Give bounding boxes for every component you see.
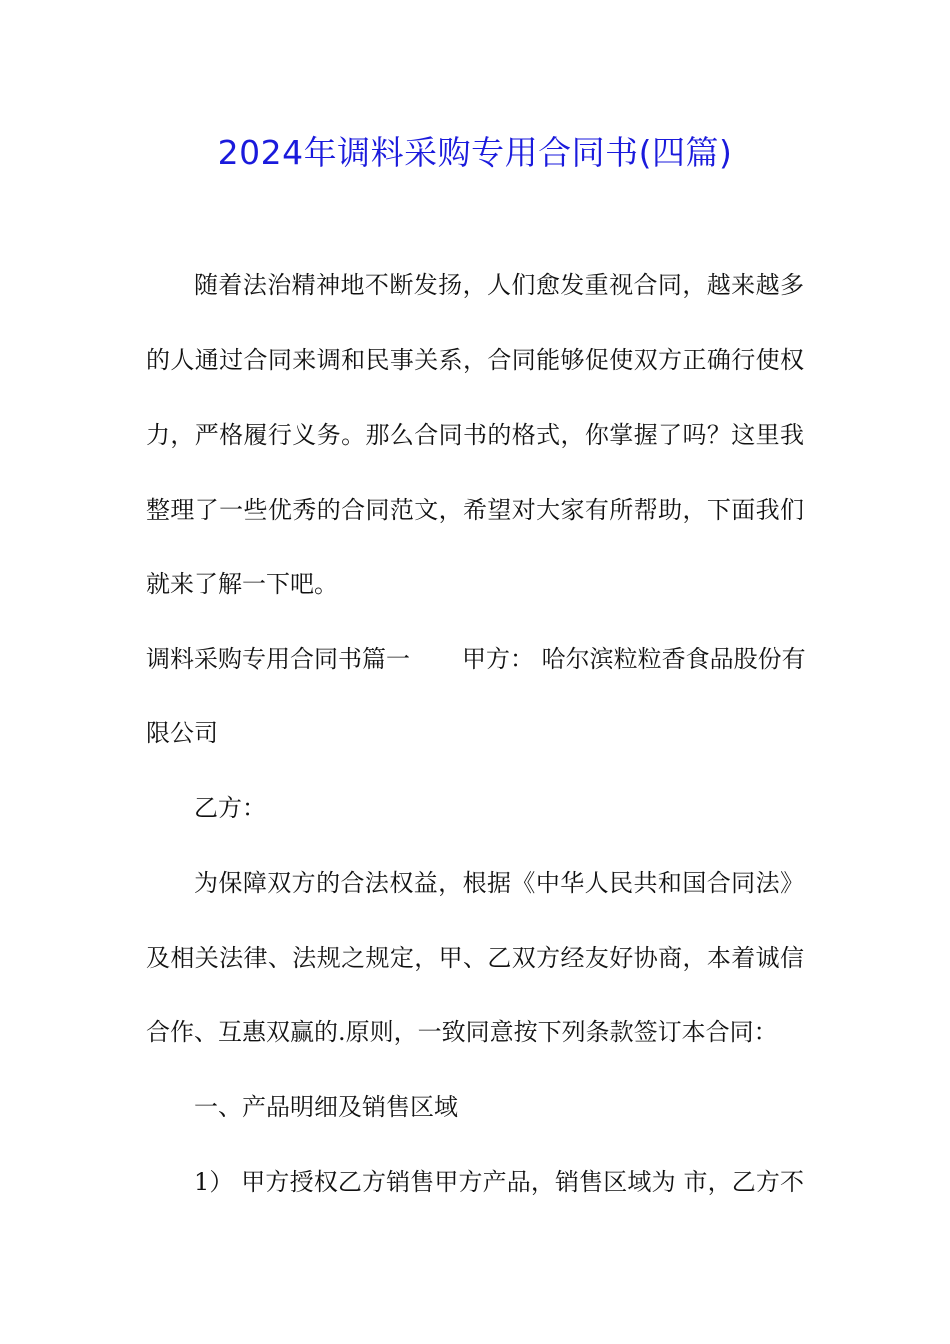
section-heading: 调料采购专用合同书篇一 — [146, 645, 410, 673]
intro-line-2: 的人通过合同来调和民事关系，合同能够促使双方正确行使权 — [146, 346, 804, 374]
preamble-line-2: 及相关法律、法规之规定，甲、乙双方经友好协商，本着诚信 — [146, 944, 804, 972]
party-a-line-start: 甲方： 哈尔滨粒粒香食品股份有 — [462, 645, 806, 673]
intro-line-1: 随着法治精神地不断发扬，人们愈发重视合同，越来越多 — [194, 271, 804, 299]
section-heading-line — [146, 642, 804, 676]
preamble-line-1: 为保障双方的合法权益，根据《中华人民共和国合同法》 — [194, 869, 804, 897]
party-b-label: 乙方： — [194, 794, 266, 822]
clause-1-line: 1） 甲方授权乙方销售甲方产品，销售区域为 市，乙方不 — [194, 1168, 804, 1196]
intro-line-3: 力，严格履行义务。那么合同书的格式，你掌握了吗？这里我 — [146, 421, 804, 449]
intro-line-4: 整理了一些优秀的合同范文，希望对大家有所帮助，下面我们 — [146, 496, 804, 524]
intro-line-5: 就来了解一下吧。 — [146, 570, 338, 598]
document-title: 2024年调料采购专用合同书(四篇) — [217, 133, 733, 172]
clause-heading: 一、产品明细及销售区域 — [194, 1093, 458, 1121]
preamble-line-3: 合作、互惠双赢的.原则，一致同意按下列条款签订本合同： — [146, 1018, 778, 1046]
party-a-line-end: 限公司 — [146, 719, 218, 747]
